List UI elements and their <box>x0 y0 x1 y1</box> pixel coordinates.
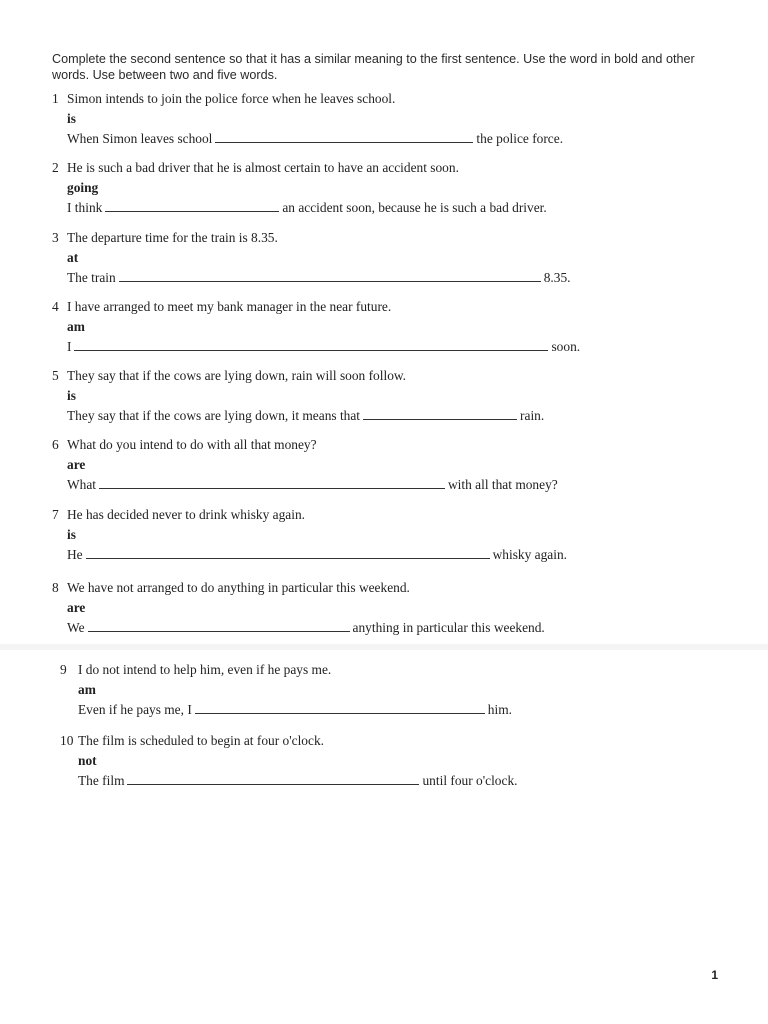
answer-prefix: I think <box>67 200 103 215</box>
question-sentence: What do you intend to do with all that money? <box>67 437 317 452</box>
answer-prefix: He <box>67 547 83 562</box>
question-number: 7 <box>52 507 59 522</box>
question-number: 5 <box>52 368 59 383</box>
question-9 <box>60 660 720 720</box>
answer-blank[interactable] <box>88 619 350 632</box>
answer-prefix: What <box>67 477 96 492</box>
question-sentence: I do not intend to help him, even if he pays me. <box>78 662 332 677</box>
question-4 <box>52 297 712 357</box>
question-number: 4 <box>52 299 59 314</box>
keyword: am <box>67 319 85 334</box>
answer-suffix: the police force. <box>476 131 564 146</box>
answer-blank[interactable] <box>215 130 473 143</box>
question-sentence: He is such a bad driver that he is almost certain to have an accident soon. <box>67 160 459 175</box>
question-sentence: We have not arranged to do anything in particular this weekend. <box>67 580 410 595</box>
keyword: is <box>67 527 76 542</box>
answer-blank[interactable] <box>86 546 490 559</box>
question-number: 3 <box>52 230 59 245</box>
answer-suffix: anything in particular this weekend. <box>352 620 545 635</box>
answer-prefix: We <box>67 620 85 635</box>
keyword: is <box>67 388 76 403</box>
question-5 <box>52 366 712 426</box>
answer-suffix: an accident soon, because he is such a bad driver. <box>282 200 547 215</box>
answer-blank[interactable] <box>195 701 485 714</box>
keyword: am <box>78 682 96 697</box>
keyword: are <box>67 457 86 472</box>
answer-prefix: When Simon leaves school <box>67 131 213 146</box>
scan-band <box>0 644 768 650</box>
answer-prefix: Even if he pays me, I <box>78 702 192 717</box>
question-3 <box>52 228 712 288</box>
question-sentence: I have arranged to meet my bank manager in the near future. <box>67 299 392 314</box>
question-8 <box>52 578 712 638</box>
question-sentence: He has decided never to drink whisky again. <box>67 507 305 522</box>
question-number: 2 <box>52 160 59 175</box>
answer-blank[interactable] <box>99 476 445 489</box>
answer-blank[interactable] <box>119 269 541 282</box>
page-number: 1 <box>711 968 718 982</box>
answer-suffix: 8.35. <box>543 270 571 285</box>
answer-blank[interactable] <box>127 772 419 785</box>
keyword: going <box>67 180 99 195</box>
question-number: 1 <box>52 91 59 106</box>
question-number: 8 <box>52 580 59 595</box>
answer-blank[interactable] <box>105 199 279 212</box>
answer-prefix: They say that if the cows are lying down, it means that <box>67 408 361 423</box>
answer-prefix: The film <box>78 773 125 788</box>
question-1 <box>52 89 712 149</box>
answer-prefix: The train <box>67 270 116 285</box>
keyword: are <box>67 600 86 615</box>
question-number: 9 <box>60 662 67 677</box>
question-6 <box>52 435 712 495</box>
answer-suffix: rain. <box>520 408 545 423</box>
answer-suffix: him. <box>487 702 512 717</box>
answer-suffix: soon. <box>551 339 581 354</box>
question-sentence: The departure time for the train is 8.35. <box>67 230 278 245</box>
question-sentence: Simon intends to join the police force when he leaves school. <box>67 91 396 106</box>
question-2 <box>52 158 712 218</box>
answer-prefix: I <box>67 339 72 354</box>
answer-blank[interactable] <box>363 407 517 420</box>
answer-suffix: with all that money? <box>448 477 558 492</box>
keyword: at <box>67 250 79 265</box>
question-sentence: They say that if the cows are lying down, rain will soon follow. <box>67 368 407 383</box>
answer-suffix: whisky again. <box>492 547 568 562</box>
question-number: 6 <box>52 437 59 452</box>
answer-blank[interactable] <box>74 338 548 351</box>
answer-suffix: until four o'clock. <box>422 773 518 788</box>
question-sentence: The film is scheduled to begin at four o'clock. <box>78 733 324 748</box>
question-number: 10 <box>60 733 74 748</box>
instructions: Complete the second sentence so that it has a similar meaning to the first sentence. Use the word in bold and other words. Use between two and five words. <box>52 52 695 82</box>
question-7 <box>52 505 712 565</box>
keyword: not <box>78 753 97 768</box>
keyword: is <box>67 111 76 126</box>
question-10 <box>60 731 720 791</box>
